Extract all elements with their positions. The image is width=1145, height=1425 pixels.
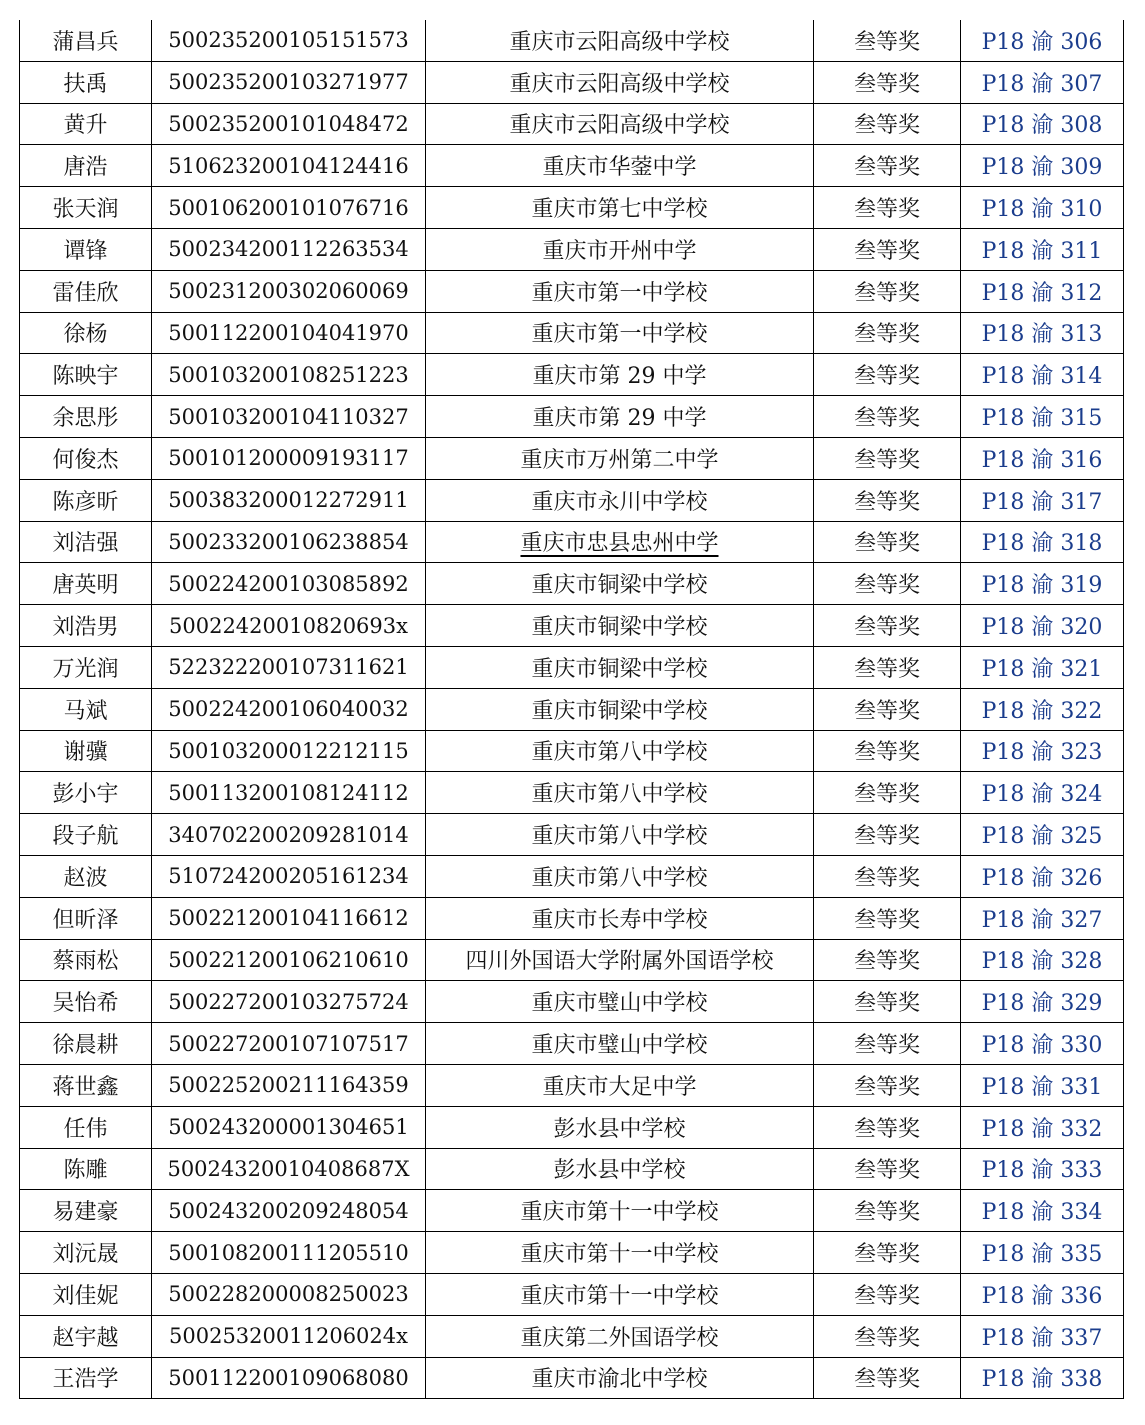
- cell-school-name: 重庆市第七中学校: [426, 187, 814, 229]
- cell-id-number: 500235200101048472: [152, 103, 426, 145]
- cell-award-level: 叁等奖: [814, 1315, 961, 1357]
- table-row: [20, 312, 1124, 354]
- cell-school-name: 重庆市璧山中学校: [426, 1023, 814, 1065]
- cell-id-number: 50025320011206024x: [152, 1315, 426, 1357]
- cell-school-name: 重庆市第八中学校: [426, 730, 814, 772]
- cell-id-number: 500101200009193117: [152, 437, 426, 479]
- cell-award-level: 叁等奖: [814, 814, 961, 856]
- table-row: [20, 563, 1124, 605]
- cell-student-name: 刘佳妮: [20, 1273, 152, 1315]
- cell-certificate-number: P18 渝 309: [961, 145, 1124, 187]
- school-name-underlined: 重庆市忠县忠州中学: [520, 531, 719, 557]
- cell-award-level: 叁等奖: [814, 1148, 961, 1190]
- cell-id-number: 500224200106040032: [152, 688, 426, 730]
- cell-certificate-number: P18 渝 320: [961, 605, 1124, 647]
- cell-id-number: 500224200103085892: [152, 563, 426, 605]
- cell-award-level: 叁等奖: [814, 730, 961, 772]
- table-row: [20, 1357, 1124, 1399]
- cell-student-name: 雷佳欣: [20, 270, 152, 312]
- table-row: [20, 814, 1124, 856]
- cell-student-name: 陈彦昕: [20, 479, 152, 521]
- cell-id-number: 500243200001304651: [152, 1106, 426, 1148]
- cell-student-name: 段子航: [20, 814, 152, 856]
- cell-student-name: 徐晨耕: [20, 1023, 152, 1065]
- cell-certificate-number: P18 渝 318: [961, 521, 1124, 563]
- table-row: [20, 61, 1124, 103]
- cell-certificate-number: P18 渝 326: [961, 855, 1124, 897]
- cell-id-number: 340702200209281014: [152, 814, 426, 856]
- cell-award-level: 叁等奖: [814, 479, 961, 521]
- cell-award-level: 叁等奖: [814, 1273, 961, 1315]
- cell-id-number: 500108200111205510: [152, 1232, 426, 1274]
- cell-id-number: 500383200012272911: [152, 479, 426, 521]
- award-table: [19, 20, 1124, 1399]
- table-row: [20, 396, 1124, 438]
- cell-certificate-number: P18 渝 332: [961, 1106, 1124, 1148]
- table-row: [20, 521, 1124, 563]
- cell-student-name: 刘浩男: [20, 605, 152, 647]
- table-row: [20, 479, 1124, 521]
- table-row: [20, 354, 1124, 396]
- cell-student-name: 马斌: [20, 688, 152, 730]
- cell-certificate-number: P18 渝 307: [961, 61, 1124, 103]
- cell-award-level: 叁等奖: [814, 855, 961, 897]
- cell-id-number: 500243200209248054: [152, 1190, 426, 1232]
- cell-id-number: 500235200103271977: [152, 61, 426, 103]
- cell-certificate-number: P18 渝 335: [961, 1232, 1124, 1274]
- cell-school-name: 重庆市第八中学校: [426, 772, 814, 814]
- cell-student-name: 赵波: [20, 855, 152, 897]
- cell-award-level: 叁等奖: [814, 1106, 961, 1148]
- table-row: [20, 1232, 1124, 1274]
- table-row: [20, 605, 1124, 647]
- cell-certificate-number: P18 渝 314: [961, 354, 1124, 396]
- table-row: [20, 1273, 1124, 1315]
- cell-school-name: 重庆市云阳高级中学校: [426, 103, 814, 145]
- cell-award-level: 叁等奖: [814, 270, 961, 312]
- cell-id-number: 522322200107311621: [152, 646, 426, 688]
- cell-award-level: 叁等奖: [814, 145, 961, 187]
- cell-certificate-number: P18 渝 306: [961, 20, 1124, 61]
- cell-school-name: 重庆市铜梁中学校: [426, 688, 814, 730]
- cell-certificate-number: P18 渝 316: [961, 437, 1124, 479]
- cell-award-level: 叁等奖: [814, 1232, 961, 1274]
- cell-award-level: 叁等奖: [814, 1357, 961, 1399]
- table-row: [20, 187, 1124, 229]
- cell-certificate-number: P18 渝 338: [961, 1357, 1124, 1399]
- cell-id-number: 500112200104041970: [152, 312, 426, 354]
- cell-school-name: 重庆市铜梁中学校: [426, 563, 814, 605]
- cell-student-name: 唐英明: [20, 563, 152, 605]
- cell-award-level: 叁等奖: [814, 20, 961, 61]
- table-row: [20, 730, 1124, 772]
- cell-school-name: 重庆市大足中学: [426, 1064, 814, 1106]
- cell-certificate-number: P18 渝 311: [961, 228, 1124, 270]
- cell-student-name: 刘洁强: [20, 521, 152, 563]
- cell-award-level: 叁等奖: [814, 187, 961, 229]
- cell-school-name: 重庆市华蓥中学: [426, 145, 814, 187]
- cell-award-level: 叁等奖: [814, 354, 961, 396]
- cell-award-level: 叁等奖: [814, 437, 961, 479]
- cell-student-name: 黄升: [20, 103, 152, 145]
- cell-id-number: 500225200211164359: [152, 1064, 426, 1106]
- cell-id-number: 500103200104110327: [152, 396, 426, 438]
- cell-id-number: 500231200302060069: [152, 270, 426, 312]
- cell-award-level: 叁等奖: [814, 1064, 961, 1106]
- cell-school-name: 重庆市永川中学校: [426, 479, 814, 521]
- cell-award-level: 叁等奖: [814, 981, 961, 1023]
- table-row: [20, 1190, 1124, 1232]
- cell-student-name: 任伟: [20, 1106, 152, 1148]
- table-row: [20, 688, 1124, 730]
- table-row: [20, 1023, 1124, 1065]
- cell-student-name: 赵宇越: [20, 1315, 152, 1357]
- cell-school-name: 重庆市第一中学校: [426, 270, 814, 312]
- cell-id-number: 500228200008250023: [152, 1273, 426, 1315]
- cell-student-name: 蒋世鑫: [20, 1064, 152, 1106]
- cell-student-name: 谭锋: [20, 228, 152, 270]
- table-row: [20, 1315, 1124, 1357]
- cell-student-name: 张天润: [20, 187, 152, 229]
- cell-id-number: 500103200012212115: [152, 730, 426, 772]
- table-row: [20, 1106, 1124, 1148]
- cell-certificate-number: P18 渝 317: [961, 479, 1124, 521]
- table-row: [20, 855, 1124, 897]
- cell-certificate-number: P18 渝 313: [961, 312, 1124, 354]
- cell-student-name: 但昕泽: [20, 897, 152, 939]
- cell-certificate-number: P18 渝 336: [961, 1273, 1124, 1315]
- cell-student-name: 陈雕: [20, 1148, 152, 1190]
- cell-award-level: 叁等奖: [814, 228, 961, 270]
- cell-id-number: 500227200103275724: [152, 981, 426, 1023]
- cell-certificate-number: P18 渝 337: [961, 1315, 1124, 1357]
- cell-certificate-number: P18 渝 315: [961, 396, 1124, 438]
- cell-certificate-number: P18 渝 325: [961, 814, 1124, 856]
- cell-award-level: 叁等奖: [814, 939, 961, 981]
- cell-award-level: 叁等奖: [814, 897, 961, 939]
- cell-award-level: 叁等奖: [814, 772, 961, 814]
- cell-certificate-number: P18 渝 323: [961, 730, 1124, 772]
- cell-school-name: 重庆市开州中学: [426, 228, 814, 270]
- table-row: [20, 981, 1124, 1023]
- cell-certificate-number: P18 渝 312: [961, 270, 1124, 312]
- cell-id-number: 500113200108124112: [152, 772, 426, 814]
- cell-school-name: 重庆市第 29 中学: [426, 396, 814, 438]
- cell-certificate-number: P18 渝 321: [961, 646, 1124, 688]
- cell-school-name: 重庆市云阳高级中学校: [426, 61, 814, 103]
- table-row: [20, 939, 1124, 981]
- cell-school-name: 重庆市云阳高级中学校: [426, 20, 814, 61]
- cell-student-name: 谢骥: [20, 730, 152, 772]
- cell-student-name: 刘沅晟: [20, 1232, 152, 1274]
- cell-school-name: 重庆市第十一中学校: [426, 1273, 814, 1315]
- cell-school-name: 重庆市第一中学校: [426, 312, 814, 354]
- table-row: [20, 897, 1124, 939]
- cell-id-number: 500221200104116612: [152, 897, 426, 939]
- cell-school-name: 重庆市第十一中学校: [426, 1232, 814, 1274]
- cell-student-name: 蔡雨松: [20, 939, 152, 981]
- cell-id-number: 500234200112263534: [152, 228, 426, 270]
- cell-award-level: 叁等奖: [814, 396, 961, 438]
- cell-school-name: [426, 521, 814, 563]
- cell-certificate-number: P18 渝 333: [961, 1148, 1124, 1190]
- award-table-body: [20, 20, 1124, 1399]
- cell-award-level: 叁等奖: [814, 521, 961, 563]
- cell-school-name: 重庆市第八中学校: [426, 855, 814, 897]
- cell-id-number: 500235200105151573: [152, 20, 426, 61]
- cell-certificate-number: P18 渝 328: [961, 939, 1124, 981]
- table-row: [20, 228, 1124, 270]
- table-row: [20, 103, 1124, 145]
- cell-certificate-number: P18 渝 324: [961, 772, 1124, 814]
- table-row: [20, 1148, 1124, 1190]
- cell-school-name: 四川外国语大学附属外国语学校: [426, 939, 814, 981]
- cell-award-level: 叁等奖: [814, 103, 961, 145]
- table-row: [20, 145, 1124, 187]
- cell-school-name: 重庆市长寿中学校: [426, 897, 814, 939]
- cell-student-name: 万光润: [20, 646, 152, 688]
- cell-certificate-number: P18 渝 334: [961, 1190, 1124, 1232]
- cell-id-number: 500106200101076716: [152, 187, 426, 229]
- cell-award-level: 叁等奖: [814, 1190, 961, 1232]
- cell-student-name: 何俊杰: [20, 437, 152, 479]
- cell-school-name: 重庆市第十一中学校: [426, 1190, 814, 1232]
- cell-award-level: 叁等奖: [814, 646, 961, 688]
- cell-certificate-number: P18 渝 329: [961, 981, 1124, 1023]
- cell-student-name: 彭小宇: [20, 772, 152, 814]
- cell-school-name: 重庆市万州第二中学: [426, 437, 814, 479]
- cell-award-level: 叁等奖: [814, 61, 961, 103]
- table-row: [20, 20, 1124, 61]
- cell-id-number: 500233200106238854: [152, 521, 426, 563]
- table-row: [20, 646, 1124, 688]
- cell-id-number: 500112200109068080: [152, 1357, 426, 1399]
- cell-id-number: 500227200107107517: [152, 1023, 426, 1065]
- cell-award-level: 叁等奖: [814, 688, 961, 730]
- cell-student-name: 徐杨: [20, 312, 152, 354]
- cell-id-number: 510724200205161234: [152, 855, 426, 897]
- cell-student-name: 易建豪: [20, 1190, 152, 1232]
- cell-student-name: 王浩学: [20, 1357, 152, 1399]
- cell-certificate-number: P18 渝 330: [961, 1023, 1124, 1065]
- cell-school-name: 重庆市璧山中学校: [426, 981, 814, 1023]
- cell-award-level: 叁等奖: [814, 605, 961, 647]
- cell-student-name: 蒲昌兵: [20, 20, 152, 61]
- cell-school-name: 彭水县中学校: [426, 1148, 814, 1190]
- cell-school-name: 彭水县中学校: [426, 1106, 814, 1148]
- cell-student-name: 唐浩: [20, 145, 152, 187]
- cell-id-number: 500221200106210610: [152, 939, 426, 981]
- cell-school-name: 重庆市渝北中学校: [426, 1357, 814, 1399]
- cell-id-number: 50024320010408687X: [152, 1148, 426, 1190]
- table-row: [20, 1064, 1124, 1106]
- cell-id-number: 50022420010820693x: [152, 605, 426, 647]
- cell-id-number: 500103200108251223: [152, 354, 426, 396]
- cell-award-level: 叁等奖: [814, 563, 961, 605]
- cell-award-level: 叁等奖: [814, 312, 961, 354]
- cell-student-name: 陈映宇: [20, 354, 152, 396]
- cell-award-level: 叁等奖: [814, 1023, 961, 1065]
- cell-student-name: 扶禹: [20, 61, 152, 103]
- table-row: [20, 437, 1124, 479]
- cell-id-number: 510623200104124416: [152, 145, 426, 187]
- cell-student-name: 余思彤: [20, 396, 152, 438]
- cell-certificate-number: P18 渝 322: [961, 688, 1124, 730]
- cell-school-name: 重庆市铜梁中学校: [426, 646, 814, 688]
- cell-certificate-number: P18 渝 310: [961, 187, 1124, 229]
- cell-school-name: 重庆第二外国语学校: [426, 1315, 814, 1357]
- cell-certificate-number: P18 渝 308: [961, 103, 1124, 145]
- cell-student-name: 吴怡希: [20, 981, 152, 1023]
- table-row: [20, 270, 1124, 312]
- table-row: [20, 772, 1124, 814]
- cell-certificate-number: P18 渝 327: [961, 897, 1124, 939]
- cell-school-name: 重庆市第 29 中学: [426, 354, 814, 396]
- cell-school-name: 重庆市铜梁中学校: [426, 605, 814, 647]
- cell-certificate-number: P18 渝 319: [961, 563, 1124, 605]
- cell-certificate-number: P18 渝 331: [961, 1064, 1124, 1106]
- cell-school-name: 重庆市第八中学校: [426, 814, 814, 856]
